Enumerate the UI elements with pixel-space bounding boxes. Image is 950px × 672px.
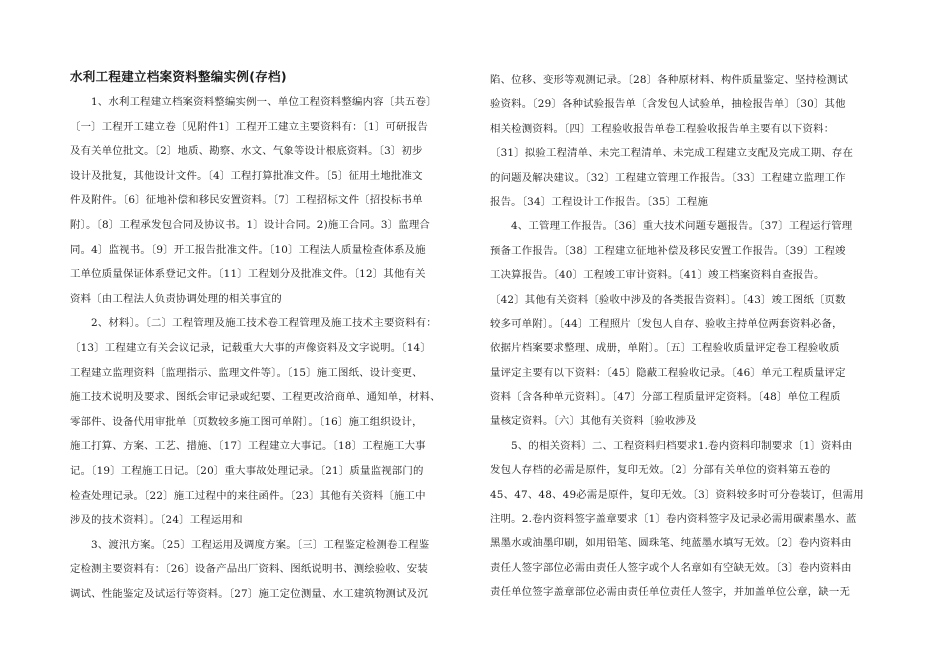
text-line: 陷、位移、变形等观测记录。〔28〕各种原材料、构件质量鉴定、坚持检测试 — [490, 74, 848, 86]
left-column-text — [70, 90, 465, 606]
text-line: 工单位质量保证体系登记文件。〔11〕工程划分及批准文件。〔12〕其他有关 — [70, 268, 426, 281]
text-line: 2、材料〕。〔二〕工程管理及施工技术卷工程管理及施工技术主要资料有： — [91, 317, 437, 330]
text-line: 3、渡汛方案。〔25〕工程运用及调度方案。〔三〕工程鉴定检测卷工程鉴 — [91, 538, 430, 551]
text-line: 涉及的技术资料〕。〔24〕工程运用和 — [70, 514, 243, 527]
text-line: 量评定主要有以下资料：〔45〕隐蔽工程验收记录。〔46〕单元工程质量评定 — [490, 366, 846, 379]
text-line: 附〕。〔8〕工程承发包合同及协议书。1〕设计合同。2)施工合同。3〕监理合 — [70, 218, 430, 231]
right-column-text — [490, 68, 883, 605]
text-line: 记。〔19〕工程施工日记。〔20〕重大事故处理记录。〔21〕质量监视部门的 — [70, 464, 424, 477]
text-line: 件及附件。〔6〕征地补偿和移民安置资料。〔7〕工程招标文件〔招投标书单 — [70, 194, 423, 207]
text-line: 责任单位签字盖章部位必需由责任单位责任人签字，并加盖单位公章，缺一无 — [490, 586, 851, 599]
text-line: 〔31〕拟验工程清单、未完工程清单、未完成工程建立支配及完成工期、存在 — [490, 147, 854, 160]
left-column — [70, 68, 465, 606]
text-line: 责任人签字部位必需由责任人签字或个人名章如有空缺无效。〔3〕卷内资料由 — [490, 561, 852, 574]
text-line: 施工技术说明及要求、图纸会审记录或纪要、工程更改洽商单、通知单，材料、 — [70, 391, 441, 404]
text-line: 的问题及解决建议。〔32〕工程建立管理工作报告。〔33〕工程建立监理工作 — [490, 171, 846, 184]
text-line: 报告。〔34〕工程设计工作报告。〔35〕工程施 — [490, 195, 709, 208]
text-line: 资料〔由工程法人负责协调处理的相关事宜的 — [70, 292, 282, 305]
text-line: 设计及批复，其他设计文件。〔4〕工程打算批准文件。〔5〕征用土地批准文 — [70, 169, 423, 182]
text-line: 定检测主要资料有：〔26〕设备产品出厂资料、图纸说明书、测绘验收、安装 — [70, 563, 428, 576]
right-column — [490, 68, 883, 605]
text-line: 及有关单位批文。〔2〕地质、勘察、水文、气象等设计根底资料。〔3〕初步 — [70, 145, 423, 158]
text-line: 〔13〕工程建立有关会议记录，记载重大大事的声像资料及文字说明。〔14〕 — [70, 341, 431, 354]
text-line: 较多可单附〕。〔44〕工程照片〔发包人自存、验收主持单位两套资料必备， — [490, 317, 843, 330]
text-line: 资料〔含各种单元资料〕。〔47〕分部工程质量评定资料。〔48〕单位工程质 — [490, 391, 841, 404]
text-line: 发包人存档的必需是原件，复印无效。〔2〕分部有关单位的资料第五卷的 — [490, 464, 831, 477]
text-line: 5、的相关资料〕二、工程资料归档要求1.卷内资料印制要求〔1〕资料由 — [511, 439, 853, 452]
text-line: 零部件、设备代用审批单〔页数较多施工图可单附〕。〔16〕施工组织设计， — [70, 415, 423, 428]
text-line: 调试、性能鉴定及试运行等资料。〔27〕施工定位测量、水工建筑物测试及沉 — [70, 587, 428, 600]
text-line: 45、47、48、49必需是原件，复印无效。〔3〕资料较多时可分卷装订，但需用 — [490, 488, 864, 501]
text-line: 1、水利工程建立档案资料整编实例一、单位工程资料整编内容〔共五卷〕 — [91, 96, 437, 108]
text-line: 4、工管理工作报告。〔36〕重大技术问题专题报告。〔37〕工程运行管理 — [511, 220, 853, 233]
text-line: 检查处理记录。〔22〕施工过程中的来往函件。〔23〕其他有关资料〔施工中 — [70, 489, 426, 502]
text-line: 注明。2.卷内资料签字盖章要求〔1〕卷内资料签字及记录必需用碳素墨水、蓝 — [490, 513, 857, 526]
text-line: 〔42〕其他有关资料〔验收中涉及的各类报告资料〕。〔43〕竣工图纸〔页数 — [490, 293, 846, 306]
text-line: 预备工作报告。〔38〕工程建立征地补偿及移民安置工作报告。〔39〕工程竣 — [490, 244, 846, 257]
text-line: 同。4〕监视书。〔9〕开工报告批准文件。〔10〕工程法人质量检查体系及施 — [70, 243, 426, 256]
text-line: 依据片档案要求整理、成册，单附〕。〔五〕工程验收质量评定卷工程验收质 — [490, 342, 840, 355]
text-line: 工决算报告。〔40〕工程竣工审计资料。〔41〕竣工档案资料自查报告。 — [490, 269, 825, 282]
text-line: 黑墨水或油墨印刷，如用铅笔、圆珠笔、纯蓝墨水填写无效。〔2〕卷内资料由 — [490, 537, 852, 550]
text-line: 工程建立监理资料〔监理指示、监理文件等〕。〔15〕施工图纸、设计变更、 — [70, 366, 423, 379]
text-line: 〔一〕工程开工建立卷〔见附件1〕工程开工建立主要资料有：〔1〕可研报告 — [70, 120, 428, 133]
text-line: 验资料。〔29〕各种试验报告单〔含发包人试验单，抽检报告单〕〔30〕其他 — [490, 98, 846, 111]
text-line: 量核定资料。〔六〕其他有关资料〔验收涉及 — [490, 415, 697, 428]
text-line: 相关检测资料。〔四〕工程验收报告单卷工程验收报告单主要有以下资料： — [490, 122, 835, 135]
document-title: 水利工程建立档案资料整编实例(存档) — [70, 69, 287, 84]
text-line: 施工打算、方案、工艺、措施、〔17〕工程建立大事记。〔18〕工程施工大事 — [70, 440, 426, 453]
